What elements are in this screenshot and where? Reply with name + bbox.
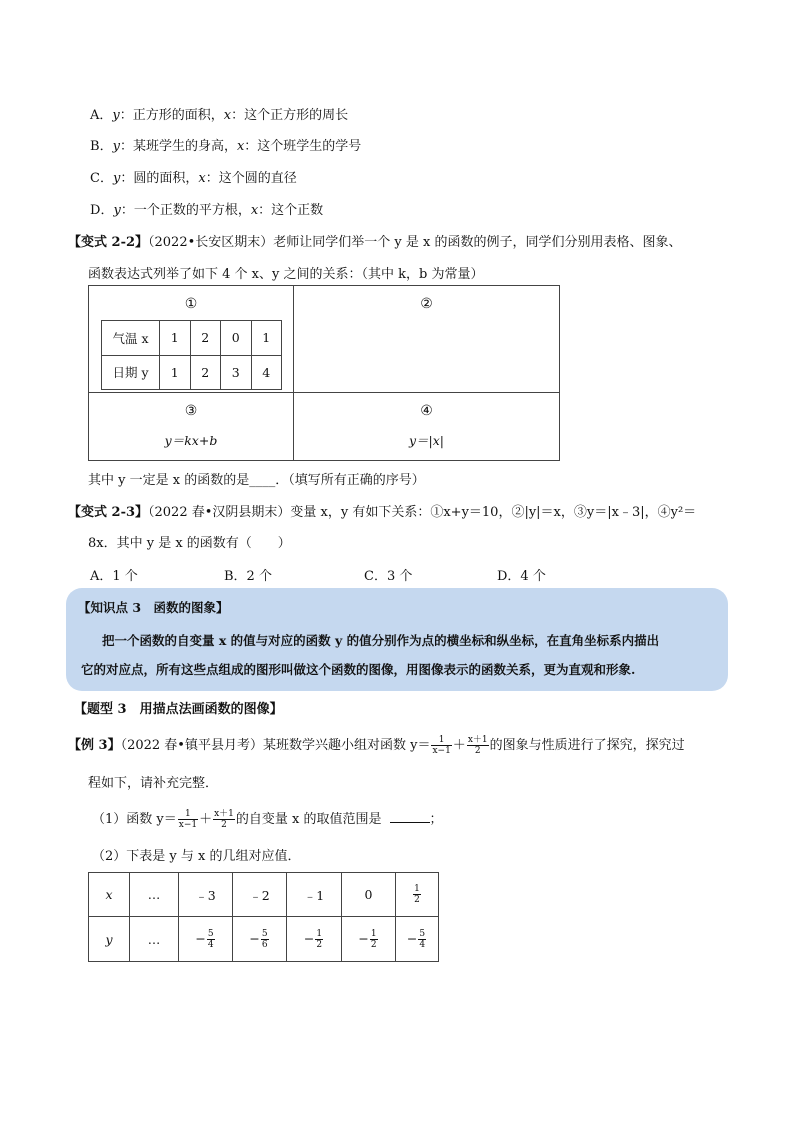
table-cell: − $\frac{1}{2}$ xyxy=(342,917,396,962)
option-a: A．y：正方形的面积，x：这个正方形的周长 xyxy=(90,108,349,123)
fraction: $\frac{1}{2}$ xyxy=(414,884,420,905)
table-header-x: x xyxy=(89,873,130,917)
variant-2-2-text1: 老师让同学们举一个 y 是 x 的函数的例子，同学们分别用表格、图象、 xyxy=(273,235,682,250)
variant-2-3-line1 xyxy=(68,501,696,520)
table-header-y: y xyxy=(89,917,130,962)
cell-3 xyxy=(89,393,294,461)
variant-2-3-source: （2022 春•汉阴县期末） xyxy=(148,505,291,520)
cell-3-marker: ③ xyxy=(184,403,198,419)
choice-c: C．3 个 xyxy=(364,569,413,584)
variant-2-3-label: 【变式 2-3】 xyxy=(68,505,149,520)
fraction: $\frac{1}{x-1}$ xyxy=(178,809,198,830)
fraction: $\frac{1}{x-1}$ xyxy=(432,735,451,756)
table-cell: − $\frac{5}{6}$ xyxy=(233,917,287,962)
knowledge-point-box xyxy=(66,588,728,691)
fraction: $\frac{x+1}{2}$ xyxy=(214,809,234,830)
linear-expression: y＝kx+b xyxy=(164,433,218,448)
variant-2-2-line2: 函数表达式列举了如下 4 个 x、y 之间的关系：（其中 k，b 为常量） xyxy=(88,267,484,282)
knowledge-title: 【知识点 3 函数的图象】 xyxy=(78,600,229,615)
option-b: B．y：某班学生的身高，x：这个班学生的学号 xyxy=(90,139,362,154)
table-cell: 0 xyxy=(221,321,252,356)
table-cell: ﹣2 xyxy=(233,873,287,917)
variant-2-2-source: （2022•长安区期末） xyxy=(148,235,274,250)
variant-2-2-line1 xyxy=(68,231,682,250)
option-d: D．y：一个正数的平方根，x：这个正数 xyxy=(90,203,324,218)
variant-2-3-text1: 变量 x，y 有如下关系：①x+y＝10，②|y|＝x，③y＝|x﹣3|，④y²＝ xyxy=(290,505,697,520)
table-cell: − $\frac{5}{4}$ xyxy=(179,917,233,962)
table-cell: 4 xyxy=(251,355,282,390)
choice-d: D．4 个 xyxy=(497,569,546,584)
question-1: （1）函数 y＝ $\frac{1}{x-1}$ ＋ $\frac{x+1}{2}$ 的自变量 x 的取值范围是 ； xyxy=(92,809,443,830)
table-cell: 2 xyxy=(190,321,221,356)
choice-b: B．2 个 xyxy=(224,569,272,584)
answer-blank xyxy=(390,822,430,823)
example-3-line1: 【例 3】（2022 春•镇平县月考）某班数学兴趣小组对函数 y＝ $\frac{1}{x-1}$ ＋ $\frac{x+1}{2}$ 的图象与性质进行了探究，探究过 xyxy=(68,735,685,756)
table-cell: 1 xyxy=(160,321,191,356)
fraction: $\frac{5}{4}$ xyxy=(207,928,214,950)
temperature-date-table xyxy=(101,320,282,390)
table-cell: 2 xyxy=(190,355,221,390)
table-cell: − $\frac{1}{2}$ xyxy=(287,917,342,962)
example-3-source: （2022 春•镇平县月考） xyxy=(120,738,263,753)
variant-2-2-question: 其中 y 一定是 x 的函数的是____．（填写所有正确的序号） xyxy=(88,473,425,488)
option-c: C．y：圆的面积，x：这个圆的直径 xyxy=(90,171,297,186)
table-cell: − $\frac{5}{4}$ xyxy=(396,917,439,962)
table-cell: … xyxy=(130,873,179,917)
fraction: $\frac{1}{2}$ xyxy=(370,928,377,950)
values-table xyxy=(88,872,439,962)
topic-title: 【题型 3 用描点法画函数的图像】 xyxy=(74,702,283,717)
fraction: $\frac{5}{4}$ xyxy=(419,928,426,950)
relations-table xyxy=(88,285,560,461)
cell-2 xyxy=(294,286,560,393)
table-cell: 0 xyxy=(342,873,396,917)
cell-1 xyxy=(89,286,294,393)
table-cell: 3 xyxy=(221,355,252,390)
table-cell xyxy=(396,873,439,917)
cell-2-marker: ② xyxy=(420,296,433,312)
cell-4-marker: ④ xyxy=(420,403,433,419)
variant-2-2-label: 【变式 2-2】 xyxy=(68,235,149,250)
variant-2-3-line2: 8x．其中 y 是 x 的函数有（ ） xyxy=(88,536,291,551)
question-2: （2）下表是 y 与 x 的几组对应值． xyxy=(92,849,301,864)
table-cell: ﹣3 xyxy=(179,873,233,917)
row-label-y: 日期 y xyxy=(102,355,160,390)
fraction: $\frac{5}{6}$ xyxy=(261,928,268,950)
table-cell: 1 xyxy=(160,355,191,390)
fraction: $\frac{1}{2}$ xyxy=(316,928,323,950)
abs-expression: y＝|x| xyxy=(408,433,445,448)
knowledge-line1: 把一个函数的自变量 x 的值与对应的函数 y 的值分别作为点的横坐标和纵坐标，在直角坐标系内描出 xyxy=(102,633,660,648)
cell-4 xyxy=(294,393,560,461)
table-cell: 1 xyxy=(251,321,282,356)
row-label-x: 气温 x xyxy=(102,321,160,356)
table-cell: … xyxy=(130,917,179,962)
knowledge-line2: 它的对应点，所有这些点组成的图形叫做这个函数的图像，用图像表示的函数关系，更为直观和形象. xyxy=(81,662,636,677)
fraction: $\frac{x+1}{2}$ xyxy=(467,735,488,756)
table-cell: ﹣1 xyxy=(287,873,342,917)
choice-a: A．1 个 xyxy=(90,569,138,584)
example-3-line2: 程如下，请补充完整． xyxy=(88,776,219,791)
example-3-label: 【例 3】 xyxy=(68,738,121,753)
cell-1-marker: ① xyxy=(184,296,198,312)
